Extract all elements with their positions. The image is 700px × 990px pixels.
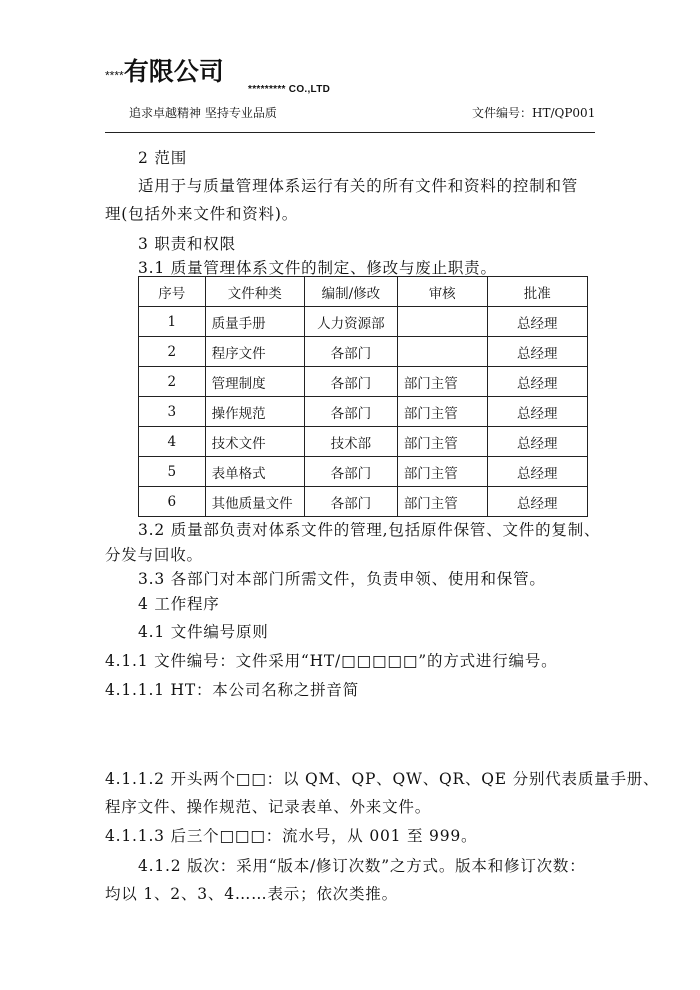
table-row [139, 397, 588, 427]
company-name [105, 52, 224, 88]
section-4-1: 4.1 文件编号原则 [138, 623, 269, 641]
table-cell: 各部门 [305, 337, 398, 367]
table-cell: 2 [139, 367, 206, 397]
table-cell: 总经理 [487, 457, 587, 487]
table-cell: 部门主管 [397, 427, 487, 457]
table-cell: 各部门 [305, 397, 398, 427]
section-3-1: 3.1 质量管理体系文件的制定、修改与废止职责。 [138, 259, 497, 277]
section-4-1-2-line1: 4.1.2 版次：采用“版本/修订次数”之方式。版本和修订次数： [138, 857, 586, 875]
document-number: 文件编号：HT/QP001 [472, 106, 596, 120]
section-4-1-1-2-line1: 4.1.1.2 开头两个□□：以 QM、QP、QW、QR、QE 分别代表质量手册、 [105, 770, 660, 788]
table-cell: 总经理 [487, 367, 587, 397]
table-row [139, 457, 588, 487]
table-cell: 程序文件 [205, 337, 304, 367]
table-header-cell: 序号 [139, 277, 206, 307]
table-cell: 3 [139, 397, 206, 427]
table-cell: 技术部 [305, 427, 398, 457]
table-cell: 6 [139, 487, 206, 517]
table-cell: 2 [139, 337, 206, 367]
table-cell: 5 [139, 457, 206, 487]
table-cell: 各部门 [305, 367, 398, 397]
table-cell: 1 [139, 307, 206, 337]
table-cell: 部门主管 [397, 487, 487, 517]
company-slogan: 追求卓越精神 坚持专业品质 [129, 106, 277, 120]
table-cell: 技术文件 [205, 427, 304, 457]
section-3-2-line1: 3.2 质量部负责对体系文件的管理,包括原件保管、文件的复制、 [138, 521, 601, 539]
section-2-text-line2: 理(包括外来文件和资料)。 [105, 205, 298, 223]
table-cell: 管理制度 [205, 367, 304, 397]
section-3-title: 3 职责和权限 [138, 235, 236, 253]
table-cell: 总经理 [487, 397, 587, 427]
company-name-text: 有限公司 [123, 57, 224, 86]
table-header-cell: 批准 [487, 277, 587, 307]
section-2-text-line1: 适用于与质量管理体系运行有关的所有文件和资料的控制和管 [138, 177, 579, 195]
table-cell: 操作规范 [205, 397, 304, 427]
table-cell [397, 307, 487, 337]
table-cell: 部门主管 [397, 397, 487, 427]
table-cell: 总经理 [487, 337, 587, 367]
table-cell: 4 [139, 427, 206, 457]
table-cell: 其他质量文件 [205, 487, 304, 517]
table-header-cell: 文件种类 [205, 277, 304, 307]
table-cell: 表单格式 [205, 457, 304, 487]
section-4-1-1: 4.1.1 文件编号：文件采用“HT/□□□□□”的方式进行编号。 [105, 652, 558, 670]
table-cell: 部门主管 [397, 367, 487, 397]
table-header-cell: 编制/修改 [305, 277, 398, 307]
table-cell [397, 337, 487, 367]
section-4-1-1-3: 4.1.1.3 后三个□□□：流水号，从 001 至 999。 [105, 827, 478, 845]
table-row [139, 367, 588, 397]
table-cell: 质量手册 [205, 307, 304, 337]
section-3-2-line2: 分发与回收。 [105, 546, 203, 564]
company-name-prefix: **** [105, 68, 124, 83]
header-divider [105, 132, 595, 133]
table-cell: 各部门 [305, 487, 398, 517]
table-cell: 部门主管 [397, 457, 487, 487]
section-4-1-1-1: 4.1.1.1 HT：本公司名称之拼音简 [105, 681, 360, 699]
table-cell: 总经理 [487, 427, 587, 457]
table-cell: 人力资源部 [305, 307, 398, 337]
table-header-cell: 审核 [397, 277, 487, 307]
section-3-3: 3.3 各部门对本部门所需文件，负责申领、使用和保管。 [138, 570, 546, 588]
table-cell: 各部门 [305, 457, 398, 487]
table-cell: 总经理 [487, 487, 587, 517]
section-4-1-2-line2: 均以 1、2、3、4……表示；依次类推。 [105, 885, 398, 903]
table-row [139, 337, 588, 367]
responsibility-table [138, 276, 588, 517]
table-header-row [139, 277, 588, 307]
table-cell: 总经理 [487, 307, 587, 337]
table-row [139, 307, 588, 337]
section-4-title: 4 工作程序 [138, 595, 220, 613]
table-row [139, 487, 588, 517]
table-row [139, 427, 588, 457]
section-2-title: 2 范围 [138, 149, 187, 167]
company-english-name: ********* CO.,LTD [248, 84, 331, 95]
section-4-1-1-2-line2: 程序文件、操作规范、记录表单、外来文件。 [105, 798, 432, 816]
